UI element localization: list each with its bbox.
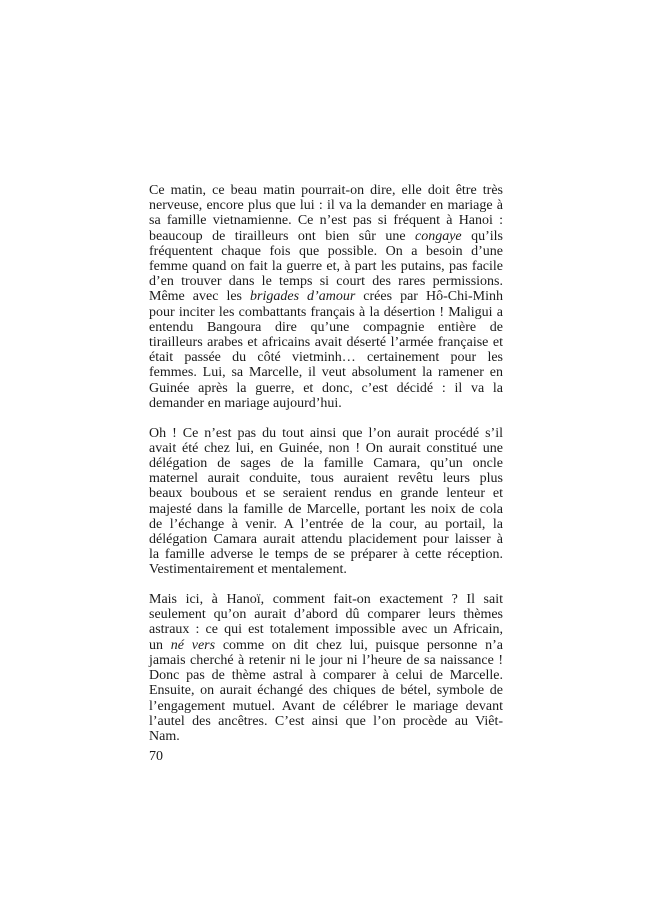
text-run: nerveuse, encore plus que lui : il va la demander en mariage à — [149, 198, 503, 214]
text-run: Donc pas de thème astral à comparer à celui de Marcelle. — [149, 668, 503, 684]
text-run: Mais ici, à Hanoï, comment fait-on exactement ? Il sait — [149, 592, 503, 608]
text-line — [149, 532, 503, 547]
text-line — [149, 607, 503, 622]
text-run: délégation de sages de la famille Camara, qu’un oncle — [149, 455, 503, 471]
italic-text-run: né vers — [170, 637, 216, 653]
text-run: tirailleurs arabes et africains avait déserté l’armée française et — [149, 335, 503, 351]
text-line — [149, 305, 503, 320]
text-line — [149, 213, 503, 228]
text-run: l’autel des ancêtres. C’est ainsi que l’on procède au Viêt- — [149, 713, 503, 729]
text-line — [149, 365, 503, 380]
text-line — [149, 198, 503, 213]
text-line — [149, 441, 503, 456]
text-run: Ce matin, ce beau matin pourrait-on dire, elle doit être très — [149, 183, 503, 198]
page-text-block — [149, 183, 503, 764]
text-run: femme quand on fait la guerre et, à part les putains, pas facile — [149, 259, 503, 275]
text-run: maternel aurait conduite, tous auraient revêtu leurs plus — [149, 471, 503, 487]
text-run: Vestimentairement et mentalement. — [149, 562, 347, 578]
text-run: délégation Camara aurait attendu placidement pour laisser à — [149, 531, 503, 547]
text-run: Oh ! Ce n’est pas du tout ainsi que l’on aurait procédé s’il — [149, 425, 503, 441]
text-line — [149, 229, 503, 244]
text-line — [149, 289, 503, 304]
text-line — [149, 426, 503, 441]
text-line — [149, 350, 503, 365]
text-line — [149, 517, 503, 532]
text-run: Nam. — [149, 728, 180, 744]
text-run: femmes. Lui, sa Marcelle, il veut absolument la ramener en — [149, 365, 503, 381]
text-run: comme on dit chez lui, puisque personne n’a — [215, 637, 503, 653]
text-run: était passée du côté vietminh… certainement pour les — [149, 350, 503, 366]
text-run: astraux : ce qui est totalement impossible avec un Africain, — [149, 622, 503, 638]
text-line — [149, 714, 503, 729]
text-line — [149, 259, 503, 274]
page-number: 70 — [149, 749, 163, 765]
text-run: Ensuite, on aurait échangé des chiques de bétel, symbole de — [149, 683, 503, 699]
text-line — [149, 471, 503, 486]
text-run: beaucoup de tirailleurs ont bien sûr une — [149, 228, 415, 244]
text-run: qu’ils — [461, 228, 503, 244]
text-run: seulement qu’on aurait d’abord dû comparer leurs thèmes — [149, 607, 503, 623]
text-line — [149, 653, 503, 668]
text-run: Même avec les — [149, 289, 251, 305]
text-line — [149, 335, 503, 350]
text-line — [149, 244, 503, 259]
text-line — [149, 320, 503, 335]
text-run: Guinée après la guerre, et donc, c’est décidé : il va la — [149, 380, 503, 396]
text-line — [149, 638, 503, 653]
text-run: un — [149, 637, 171, 653]
text-line — [149, 592, 503, 607]
text-line — [149, 274, 503, 289]
text-line — [149, 396, 503, 411]
text-run: la famille adverse le temps de se préparer à cette réception. — [149, 547, 503, 563]
text-line — [149, 699, 503, 714]
text-line — [149, 729, 503, 744]
text-line — [149, 683, 503, 698]
paragraph — [149, 183, 503, 411]
text-run: de l’échange à venir. A l’entrée de la cour, au portail, la — [149, 516, 503, 532]
text-line — [149, 622, 503, 637]
text-run: pour inciter les combattants français à la désertion ! Maligui a — [149, 304, 503, 320]
text-line — [149, 486, 503, 501]
text-run: avait été chez lui, en Guinée, non ! On aurait constitué une — [149, 440, 503, 456]
text-run: crées par Hô-Chi-Minh — [355, 289, 503, 305]
text-run: majesté dans la famille de Marcelle, portant les noix de cola — [149, 501, 503, 517]
text-run: demander en mariage aujourd’hui. — [149, 395, 342, 411]
text-line — [149, 502, 503, 517]
text-run: beaux boubous et se seraient rendus en grande lenteur et — [149, 486, 503, 502]
text-line — [149, 668, 503, 683]
paragraph — [149, 592, 503, 744]
text-line — [149, 381, 503, 396]
text-run: jamais cherché à retenir ni le jour ni l’heure de sa naissance ! — [149, 652, 503, 668]
text-run: l’engagement mutuel. Avant de célébrer le mariage devant — [149, 698, 503, 714]
italic-text-run: congaye — [415, 228, 462, 244]
body-text — [149, 183, 503, 744]
text-run: sa famille vietnamienne. Ce n’est pas si fréquent à Hanoi : — [149, 213, 503, 229]
italic-text-run: brigades d’amour — [250, 289, 356, 305]
paragraph — [149, 426, 503, 578]
text-run: d’en trouver dans le temps si court des rares permissions. — [149, 274, 503, 290]
text-line — [149, 456, 503, 471]
text-line — [149, 183, 503, 198]
text-line — [149, 562, 503, 577]
text-run: entendu Bangoura dire qu’une compagnie entière de — [149, 319, 503, 335]
text-line — [149, 547, 503, 562]
text-run: fréquentent chaque fois que possible. On a besoin d’une — [149, 243, 503, 259]
